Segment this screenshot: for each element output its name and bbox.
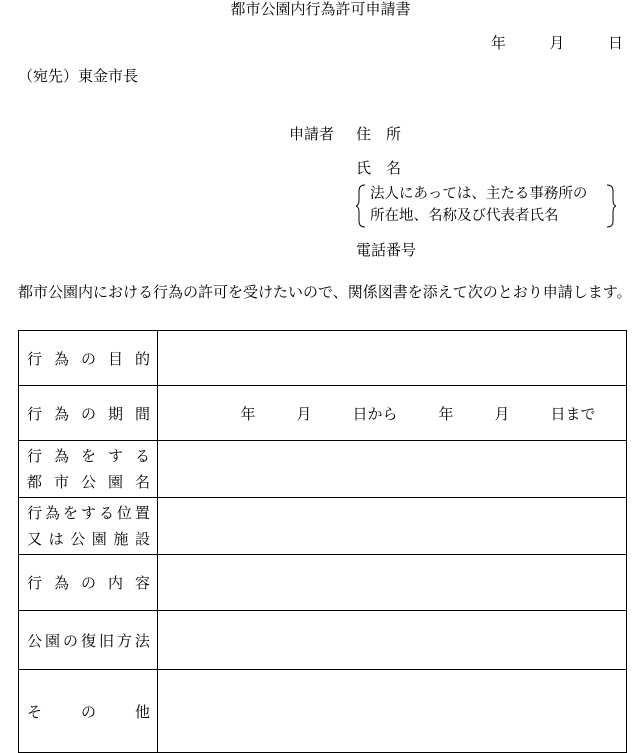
label-period — [19, 386, 158, 441]
applicant-label: 申請者 — [289, 125, 335, 143]
label-restoration — [19, 611, 158, 670]
applicant-phone-label: 電話番号 — [356, 241, 417, 259]
label-char: の — [80, 702, 96, 721]
label-location — [19, 498, 158, 555]
label-char: 行 — [27, 574, 43, 592]
label-char: 目 — [107, 349, 123, 368]
label-char: は — [48, 530, 64, 548]
label-char: 行 — [27, 404, 43, 423]
date-month-label: 月 — [549, 34, 565, 52]
table-row-content — [19, 555, 627, 611]
field-content[interactable] — [158, 555, 627, 611]
label-park-name — [19, 441, 158, 498]
label-char: す — [80, 504, 96, 522]
addressee: （宛先）東金市長 — [18, 67, 139, 85]
label-char: 市 — [53, 473, 69, 491]
label-content — [19, 555, 158, 611]
label-char: の — [80, 349, 96, 368]
corporation-note — [356, 184, 616, 228]
field-location[interactable] — [158, 498, 627, 555]
period-part: 年 — [438, 404, 454, 423]
corporation-note-line1: 法人にあっては、主たる事務所の — [370, 186, 588, 202]
label-char: 置 — [134, 504, 150, 522]
table-row-park-name — [19, 441, 627, 498]
label-char: 行 — [27, 447, 43, 465]
label-char: 為 — [53, 349, 69, 368]
label-char: 期 — [107, 404, 123, 423]
label-char: 為 — [53, 574, 69, 592]
period-part: 年 — [240, 404, 256, 423]
label-char: 設 — [134, 530, 150, 548]
label-char: 為 — [53, 447, 69, 465]
label-char: の — [80, 404, 96, 423]
field-park-name[interactable] — [158, 441, 627, 498]
table-row-purpose — [19, 331, 627, 386]
field-other[interactable] — [158, 670, 627, 753]
field-purpose[interactable] — [158, 331, 627, 386]
label-char: 復 — [80, 631, 96, 650]
date-day-label: 日 — [607, 34, 623, 52]
label-char: 園 — [44, 631, 60, 650]
applicant-address-label: 住 所 — [356, 125, 402, 143]
label-char: を — [80, 447, 96, 465]
document-title: 都市公園内行為許可申請書 — [230, 0, 411, 18]
applicant-name-label: 氏 名 — [356, 159, 402, 177]
label-char: 公 — [70, 530, 86, 548]
label-char: 方 — [116, 631, 132, 650]
label-char: 園 — [91, 530, 107, 548]
label-char: 園 — [107, 473, 123, 491]
label-char: そ — [27, 702, 43, 721]
label-char: 都 — [27, 473, 43, 491]
label-char: 他 — [134, 702, 150, 721]
label-char: 旧 — [98, 631, 114, 650]
label-char: を — [62, 504, 78, 522]
label-char: る — [134, 447, 150, 465]
table-row-period — [19, 386, 627, 441]
label-char: 位 — [116, 504, 132, 522]
label-char: 公 — [27, 631, 43, 650]
table-row-other — [19, 670, 627, 753]
field-period[interactable] — [158, 386, 627, 441]
label-char: 間 — [134, 404, 150, 423]
label-char: 行 — [27, 504, 43, 522]
label-other — [19, 670, 158, 753]
label-char: 施 — [113, 530, 129, 548]
label-char: る — [98, 504, 114, 522]
request-statement: 都市公園内における行為の許可を受けたいので、関係図書を添えて次のとおり申請します。 — [18, 283, 632, 301]
label-char: の — [62, 631, 78, 650]
period-part: 月 — [494, 404, 510, 423]
label-char: 為 — [44, 504, 60, 522]
table-row-restoration — [19, 611, 627, 670]
table-row-location — [19, 498, 627, 555]
period-part: 日から — [352, 404, 398, 423]
label-char: 為 — [53, 404, 69, 423]
corporation-note-line2: 所在地、名称及び代表者氏名 — [370, 208, 559, 224]
label-char: 法 — [134, 631, 150, 650]
application-table — [18, 330, 627, 753]
label-char: の — [80, 574, 96, 592]
date-year-label: 年 — [490, 34, 506, 52]
label-char: 名 — [134, 473, 150, 491]
label-char: 容 — [134, 574, 150, 592]
label-purpose — [19, 331, 158, 386]
period-part: 日まで — [550, 404, 596, 423]
label-char: 的 — [134, 349, 150, 368]
label-char: 内 — [107, 574, 123, 592]
application-date — [491, 36, 623, 51]
label-char: 公 — [80, 473, 96, 491]
label-char: 行 — [27, 349, 43, 368]
label-char: す — [107, 447, 123, 465]
period-part: 月 — [296, 404, 312, 423]
label-char: 又 — [27, 530, 43, 548]
field-restoration[interactable] — [158, 611, 627, 670]
